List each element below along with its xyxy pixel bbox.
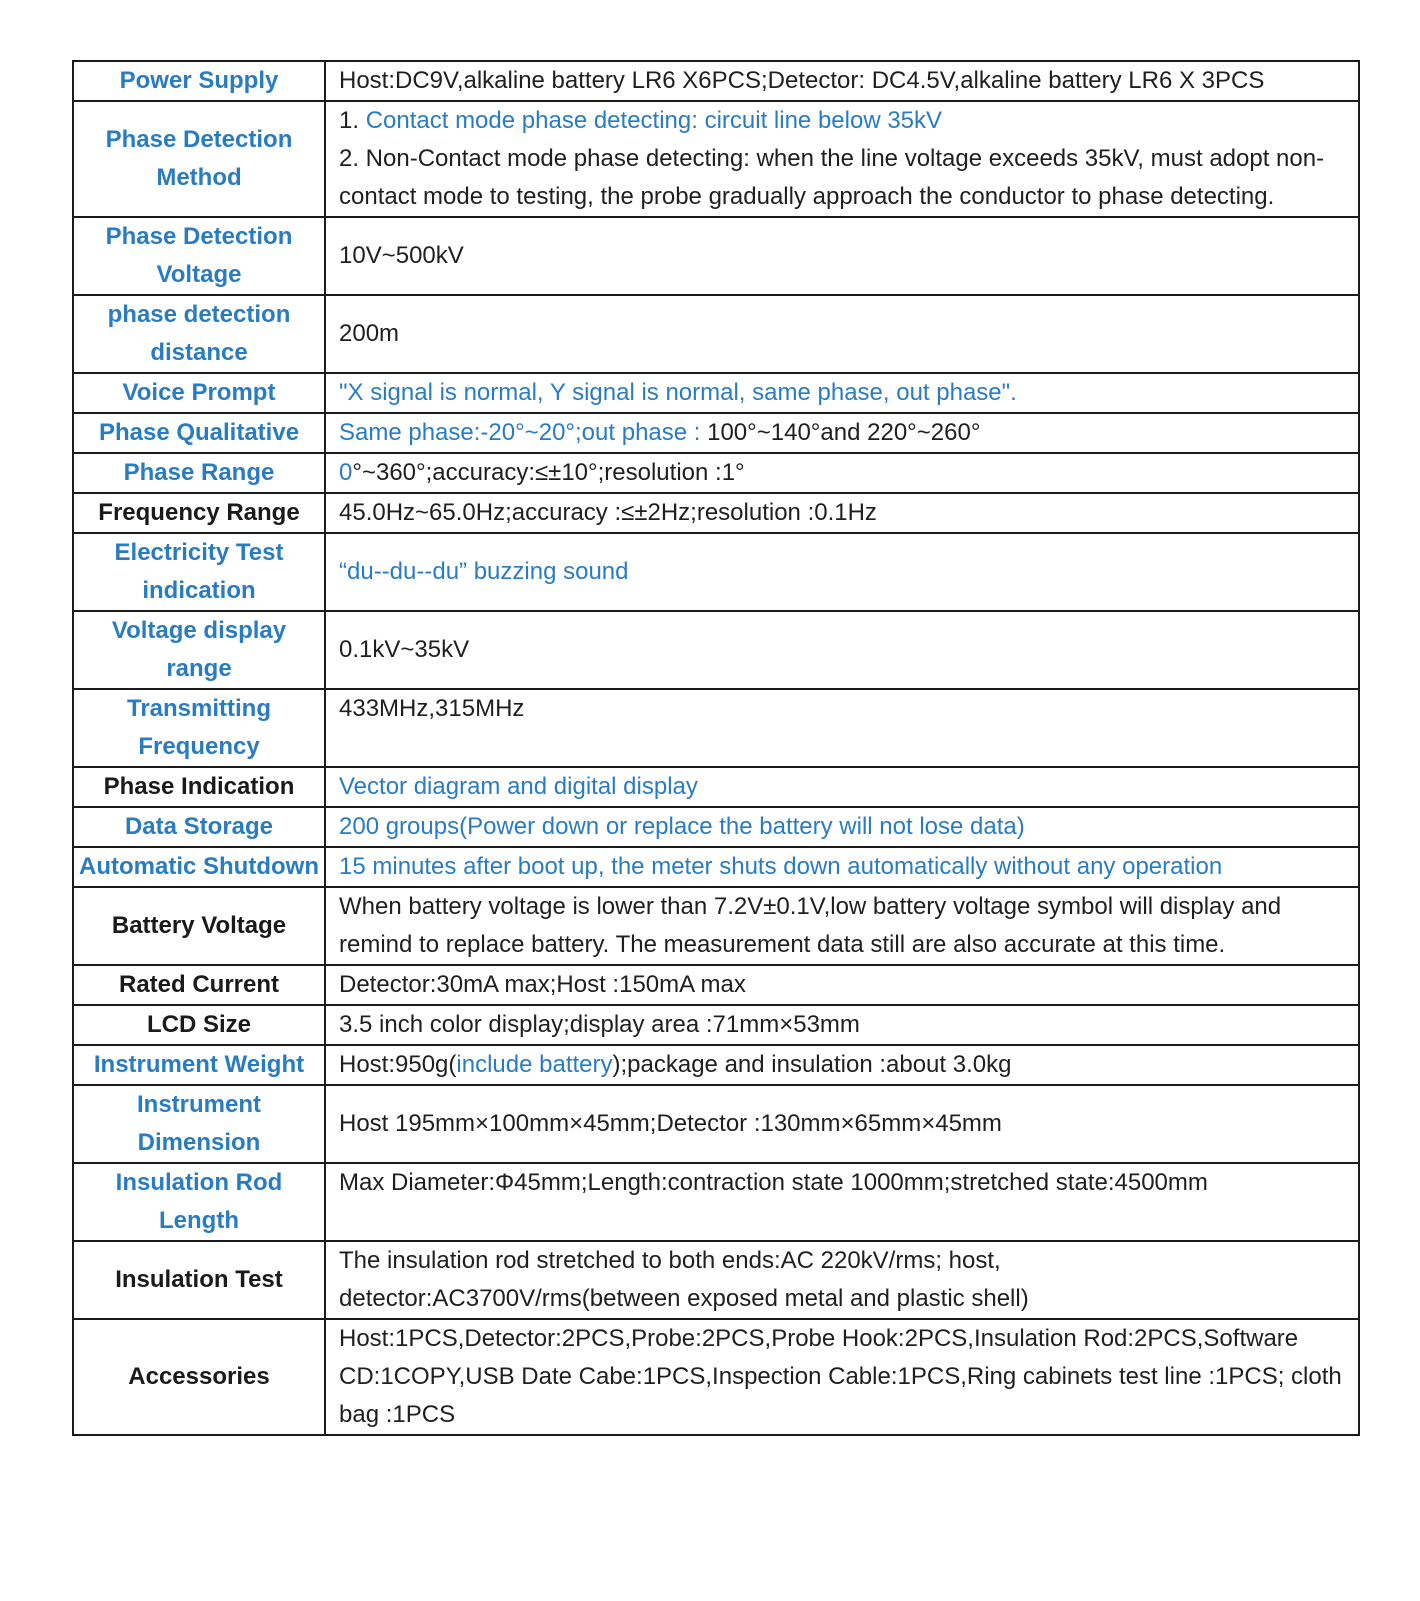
row-label: Phase Detection Voltage [73,217,325,295]
value-paragraph [339,1320,1346,1434]
table-row [73,413,1359,453]
value-text: Host 195mm×100mm×45mm;Detector :130mm×65mm×45mm [339,1110,1002,1137]
row-label: Automatic Shutdown [73,847,325,887]
row-value [325,101,1359,217]
value-paragraph [339,62,1346,100]
row-value [325,807,1359,847]
row-value [325,295,1359,373]
table-row [73,965,1359,1005]
value-paragraph [339,1242,1346,1318]
row-value [325,1241,1359,1319]
spec-table-body [73,61,1359,1435]
row-label: Transmitting Frequency [73,689,325,767]
value-paragraph [339,631,1346,669]
row-value [325,1319,1359,1435]
row-label: Frequency Range [73,493,325,533]
value-text: Host:DC9V,alkaline battery LR6 X6PCS;Detector: DC4.5V,alkaline battery LR6 X 3PCS [339,67,1265,94]
row-label: Instrument Dimension [73,1085,325,1163]
row-label: Phase Range [73,453,325,493]
value-text: 45.0Hz~65.0Hz;accuracy :≤±2Hz;resolution :0.1Hz [339,499,877,526]
value-paragraph [339,494,1346,532]
row-value [325,847,1359,887]
value-text: “du--du--du” buzzing sound [339,558,629,585]
row-value [325,453,1359,493]
table-row [73,453,1359,493]
table-row [73,689,1359,767]
value-text: Vector diagram and digital display [339,773,698,800]
value-text: include battery [456,1051,613,1078]
row-label: Phase Detection Method [73,101,325,217]
value-text: 15 minutes after boot up, the meter shuts down automatically without any operation [339,853,1223,880]
table-row [73,611,1359,689]
table-row [73,533,1359,611]
value-text: 1. [339,107,366,134]
value-text: Max Diameter:Φ45mm;Length:contraction state 1000mm;stretched state:4500mm [339,1169,1208,1196]
row-value [325,965,1359,1005]
table-row [73,1241,1359,1319]
row-label: Electricity Test indication [73,533,325,611]
value-paragraph [339,1105,1346,1143]
row-value [325,373,1359,413]
table-row [73,217,1359,295]
value-paragraph [339,237,1346,275]
value-paragraph [339,140,1346,216]
value-paragraph [339,553,1346,591]
table-row [73,61,1359,101]
value-text: 200 groups(Power down or replace the battery will not lose data) [339,813,1025,840]
row-label: Instrument Weight [73,1045,325,1085]
row-label: LCD Size [73,1005,325,1045]
row-label: Insulation Test [73,1241,325,1319]
value-text: Detector:30mA max;Host :150mA max [339,971,746,998]
value-text: 3.5 inch color display;display area :71mm×53mm [339,1011,860,1038]
value-text: Host:1PCS,Detector:2PCS,Probe:2PCS,Probe Hook:2PCS,Insulation Rod:2PCS,Software CD:1COPY,USB Date Cabe:1PCS,Inspection Cable:1PCS,Ring cabinets test line :1PCS; cloth bag :1PCS [339,1325,1342,1428]
row-label: Battery Voltage [73,887,325,965]
row-label: Accessories [73,1319,325,1435]
value-text: );package and insulation :about 3.0kg [612,1051,1012,1078]
row-value [325,887,1359,965]
row-label: Power Supply [73,61,325,101]
value-paragraph [339,690,1346,728]
table-row [73,1085,1359,1163]
row-label: Voice Prompt [73,373,325,413]
row-value [325,1005,1359,1045]
value-text: 200m [339,320,400,347]
value-paragraph [339,888,1346,964]
value-text: "X signal is normal, Y signal is normal, same phase, out phase". [339,379,1017,406]
value-paragraph [339,768,1346,806]
value-paragraph [339,1046,1346,1084]
value-text: When battery voltage is lower than 7.2V±0.1V,low battery voltage symbol will display and remind to replace battery. The measurement data still are also accurate at this time. [339,893,1282,958]
row-label: Insulation Rod Length [73,1163,325,1241]
value-paragraph [339,1006,1346,1044]
value-paragraph [339,374,1346,412]
value-text: 0 [339,459,353,486]
spec-table [72,60,1360,1436]
row-value [325,61,1359,101]
row-value [325,1163,1359,1241]
value-paragraph [339,454,1346,492]
row-label: phase detection distance [73,295,325,373]
table-row [73,373,1359,413]
table-row [73,1163,1359,1241]
value-paragraph [339,808,1346,846]
row-value [325,767,1359,807]
table-row [73,887,1359,965]
row-value [325,533,1359,611]
row-value [325,689,1359,767]
value-paragraph [339,414,1346,452]
table-row [73,493,1359,533]
value-text: 0.1kV~35kV [339,636,470,663]
value-text: Contact mode phase detecting: circuit line below 35kV [365,107,943,134]
table-row [73,847,1359,887]
row-value [325,493,1359,533]
value-paragraph [339,315,1346,353]
value-text: The insulation rod stretched to both ends:AC 220kV/rms; host, detector:AC3700V/rms(between exposed metal and plastic shell) [339,1247,1029,1312]
row-value [325,611,1359,689]
table-row [73,767,1359,807]
value-text: Same phase:-20°~20°;out phase : [339,419,708,446]
row-label: Rated Current [73,965,325,1005]
value-text: 433MHz,315MHz [339,695,525,722]
row-label: Voltage display range [73,611,325,689]
table-row [73,1319,1359,1435]
row-value [325,217,1359,295]
value-paragraph [339,102,1346,140]
value-paragraph [339,848,1346,886]
row-value [325,1085,1359,1163]
value-text: Host:950g( [339,1051,457,1078]
table-row [73,295,1359,373]
value-text: 2. Non-Contact mode phase detecting: when the line voltage exceeds 35kV, must adopt non-contact mode to testing, the probe gradually approach the conductor to phase detecting. [339,145,1325,210]
value-paragraph [339,1164,1346,1202]
value-paragraph [339,966,1346,1004]
row-label: Phase Qualitative [73,413,325,453]
row-value [325,1045,1359,1085]
value-text: 100°~140°and 220°~260° [707,419,981,446]
table-row [73,1045,1359,1085]
table-row [73,807,1359,847]
row-label: Phase Indication [73,767,325,807]
row-label: Data Storage [73,807,325,847]
table-row [73,1005,1359,1045]
table-row [73,101,1359,217]
row-value [325,413,1359,453]
value-text: 10V~500kV [339,242,464,269]
value-text: °~360°;accuracy:≤±10°;resolution :1° [352,459,745,486]
